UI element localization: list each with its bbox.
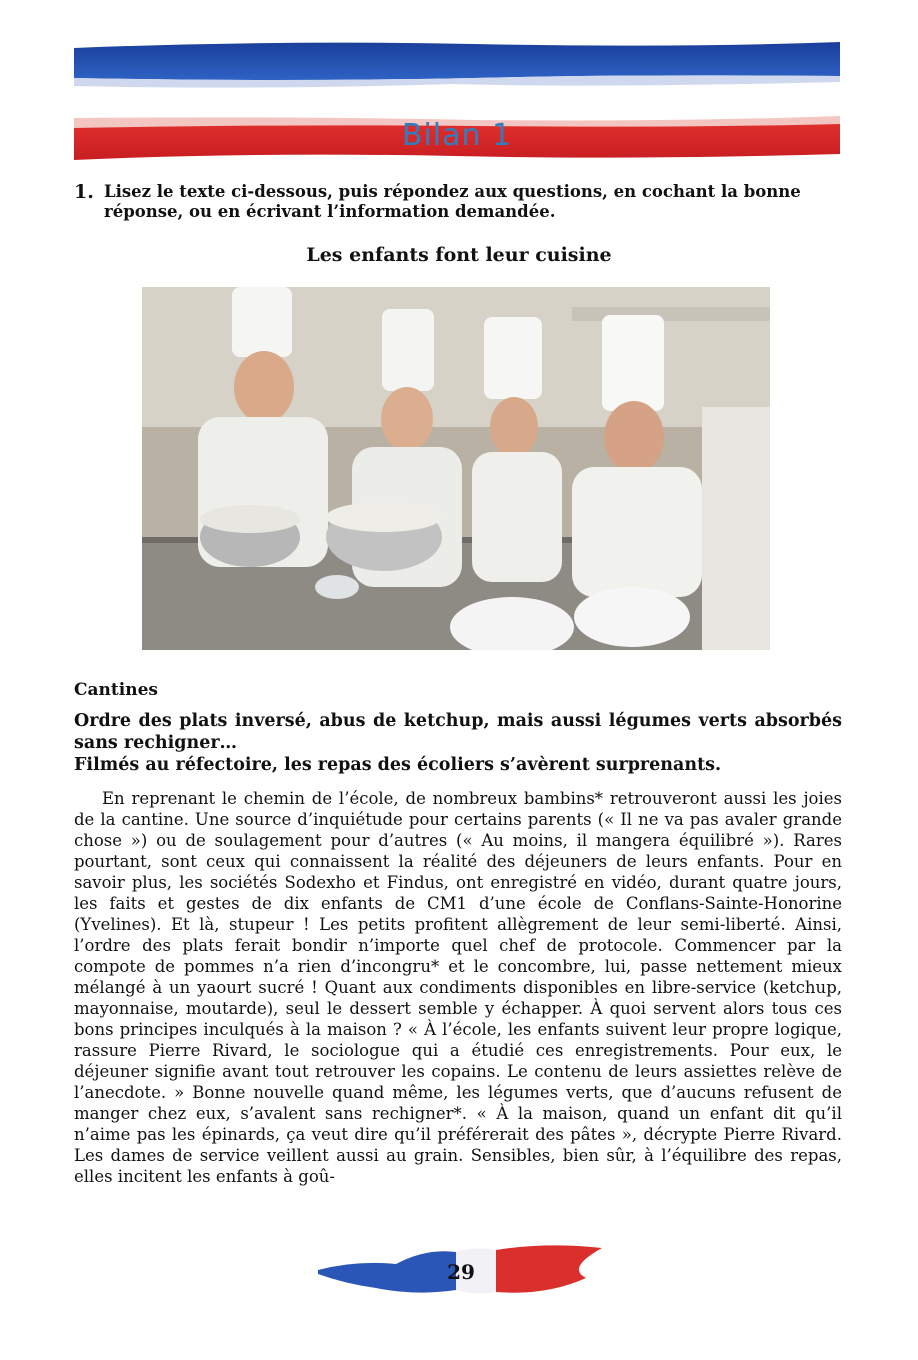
lead-paragraph-1: Ordre des plats inversé, abus de ketchup, mais aussi légumes verts absorbés sans rechigner… [74, 711, 842, 753]
exercise-instruction [74, 182, 844, 222]
lead-paragraph-2: Filmés au réfectoire, les repas des écoliers s’avèrent surprenants. [74, 755, 722, 775]
body-paragraph: En reprenant le chemin de l’école, de nombreux bambins* retrouveront aussi les joies de la cantine. Une source d’inquiétude pour certains parents (« Il ne va pas avaler grande chose ») ou de soulagement pour d’autres (« Au moins, il mangera équilibré »). Rares pourtant, sont ceux qui connaissent la réalité des déjeuners de leurs enfants. Pour en savoir plus, les sociétés Sodexho et Findus, ont enregistré en vidéo, durant quatre jours, les faits et gestes de dix enfants de CM1 d’une école de Conflans-Sainte-Honorine (Yvelines). Et là, stupeur ! Les petits profitent allègrement de leur semi-liberté. Ainsi, l’ordre des plats ferait bondir n’importe quel chef de protocole. Commencer par la compote de pommes n’a rien d’incongru* et le concombre, lui, passe nettement mieux mélangé à un yaourt sucré ! Quant aux condiments disponibles en libre-service (ketchup, mayonnaise, moutarde), seul le dessert semble y échapper. À quoi servent alors tous ces bons principes inculqués à la maison ? « À l’école, les enfants suivent leur propre logique, rassure Pierre Rivard, le sociologue qui a étudié ces enregistrements. Pour eux, le déjeuner signifie avant tout retrouver les copains. Le contenu de leurs assiettes relève de l’anecdote. » Bonne nouvelle quand même, les légumes verts, que d’aucuns refusent de manger chez eux, s’avalent sans rechigner*. « À la maison, quand un enfant dit qu’il n’aime pas les épinards, ça veut dire qu’il préférerait des pâtes », décrypte Pierre Rivard. Les dames de service veillent aussi au grain. Sensibles, bien sûr, à l’équilibre des repas, elles incitent les enfants à goû- [74, 789, 842, 1186]
article-lead [74, 710, 842, 776]
exercise-number: 1. [74, 181, 94, 203]
children-cooking-photo [142, 287, 770, 650]
article-body [74, 788, 842, 1187]
section-heading: Cantines [74, 680, 158, 700]
photo-illustration [142, 287, 770, 650]
header-banner [74, 38, 840, 162]
page-footer [316, 1238, 606, 1306]
page-title: Bilan 1 [401, 118, 513, 153]
article-title: Les enfants font leur cuisine [306, 244, 612, 266]
page-number: 29 [447, 1260, 475, 1284]
exercise-text: Lisez le texte ci-dessous, puis répondez aux questions, en cochant la bonne réponse, ou en écrivant l’information demandée. [104, 182, 801, 221]
